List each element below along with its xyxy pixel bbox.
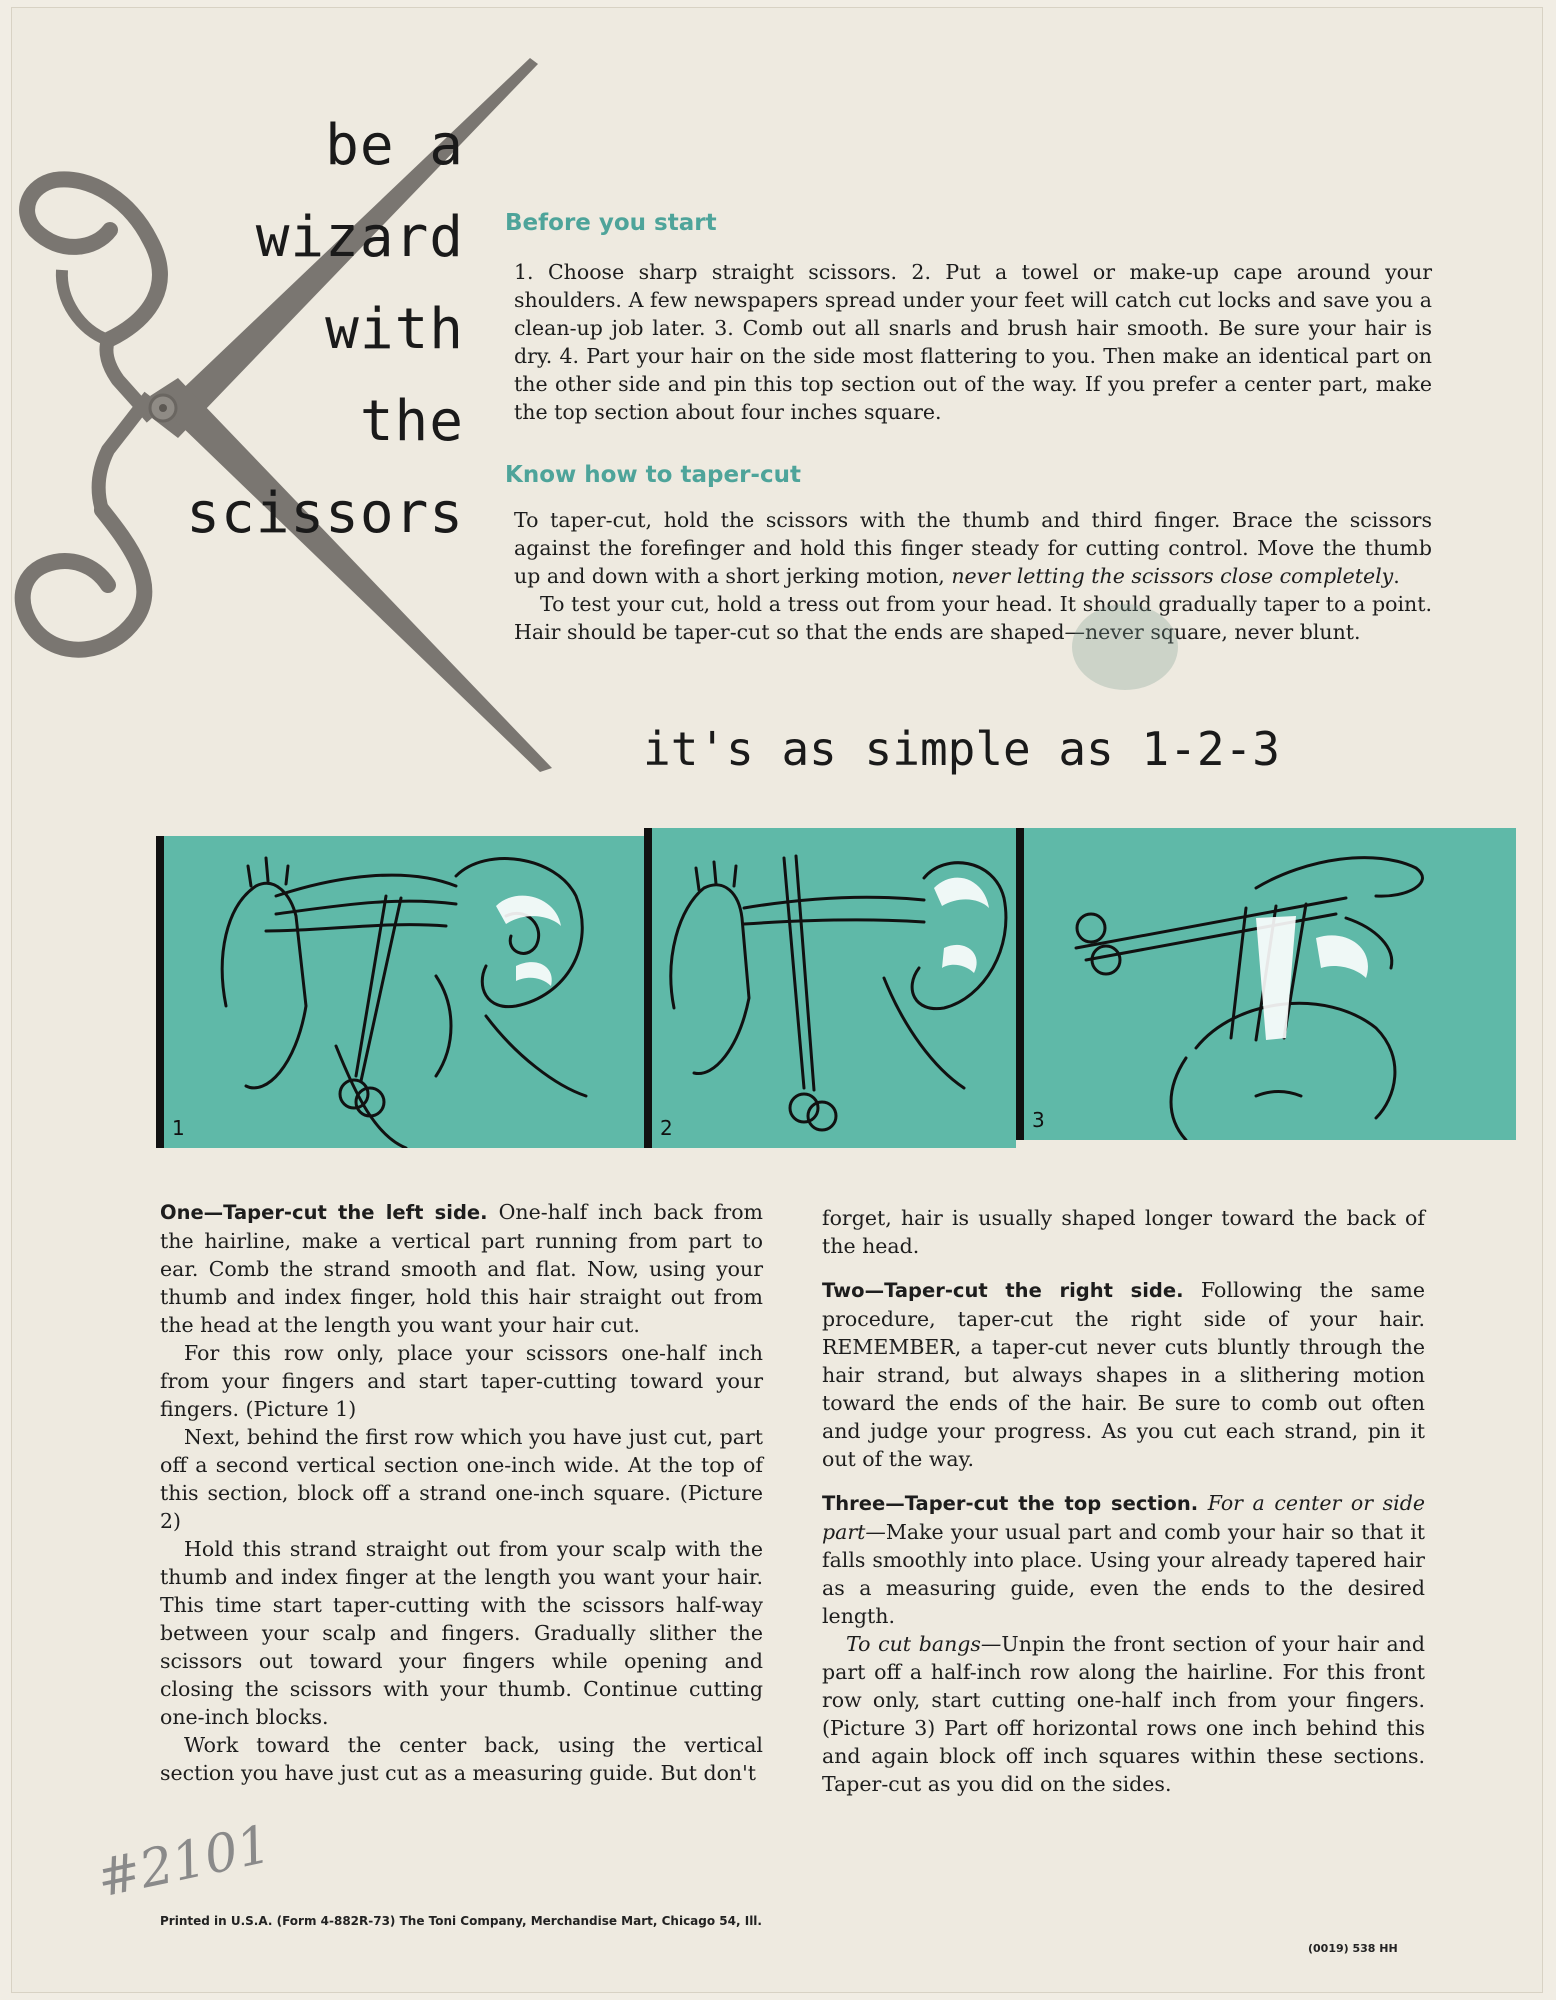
taper-cut-p1-end: . [1393, 564, 1400, 588]
taper-cut-paragraph-1 [514, 506, 1432, 590]
panel-number-1: 1 [172, 1116, 185, 1140]
footer-form-code: (0019) 538 HH [1308, 1942, 1398, 1955]
headline-line: with [325, 297, 464, 362]
hair-cutting-block-illustration [644, 828, 1016, 1148]
step-two-lead: Two—Taper-cut the right side. [822, 1279, 1184, 1302]
taper-cut-p1-text: To taper-cut, hold the scissors with the thumb and third finger. Brace the scissors against the forefinger and hold this finger steady for cutting control. Move the thumb up and down with a short jerking motion, [514, 508, 1432, 588]
before-start-paragraph: 1. Choose sharp straight scissors. 2. Put a towel or make-up cape around your shoulders. A few newspapers spread under your feet will catch cut locks and save you a clean-up job later. 3. Comb out all snarls and brush hair smooth. Be sure your hair is dry. 4. Part your hair on the side most flattering to you. Then make an identical part on the other side and pin this top section out of the way. If you prefer a center part, make the top section about four inches square. [514, 260, 1432, 424]
step-three-italic: For a center or side part— [822, 1491, 1425, 1544]
taper-cut-title: Know how to taper-cut [505, 462, 801, 488]
left-paragraph: Next, behind the first row which you have just cut, part off a second vertical section one-inch wide. At the top of this section, block off a strand one-inch square. (Picture 2) [160, 1425, 763, 1533]
illustration-panel-3 [1016, 828, 1516, 1140]
right-paragraph: forget, hair is usually shaped longer toward the back of the head. [822, 1206, 1425, 1258]
panel-number-2: 2 [660, 1116, 673, 1140]
step-one-text: One-half inch back from the hairline, make a vertical part running from part to ear. Comb the strand smooth and flat. Now, using your thumb and index finger, hold this hair straight out from the head at the length you want your hair cut. [160, 1200, 763, 1337]
step-three-lead: Three—Taper-cut the top section. [822, 1492, 1199, 1515]
step-three-paragraph [822, 1489, 1425, 1630]
right-column [822, 1204, 1425, 1798]
left-paragraph: For this row only, place your scissors one-half inch from your fingers and start taper-cutting toward your fingers. (Picture 1) [160, 1341, 763, 1421]
illustration-strip [156, 828, 1516, 1148]
handwritten-note: #2101 [91, 1814, 277, 1910]
simple-heading: it's as simple as 1-2-3 [643, 722, 1280, 776]
left-column [160, 1198, 763, 1787]
step-three-text: Make your usual part and comb your hair so that it falls smoothly into place. Using your already tapered hair as a measuring guide, even the ends to the desired length. [822, 1520, 1425, 1628]
headline-line: wizard [255, 205, 464, 270]
headline-line: the [359, 389, 464, 454]
bangs-paragraph [822, 1630, 1425, 1798]
step-one-paragraph [160, 1198, 763, 1339]
taper-cut-text [514, 506, 1432, 646]
taper-cut-paragraph-2: To test your cut, hold a tress out from your head. It should gradually taper to a point. Hair should be taper-cut so that the ends are shaped—never square, never blunt. [514, 592, 1432, 644]
taper-cut-p1-italic: never letting the scissors close completely [951, 564, 1394, 588]
step-one-lead: One—Taper-cut the left side. [160, 1201, 488, 1224]
bangs-text: Unpin the front section of your hair and part off a half-inch row along the hairline. For this front row only, start cutting one-half inch from your fingers. (Picture 3) Part off horizontal rows one inch behind this and again block off inch squares within these sections. Taper-cut as you did on the sides. [822, 1632, 1425, 1796]
left-paragraph: Hold this strand straight out from your scalp with the thumb and index finger at the length you want your hair. This time start taper-cutting with the scissors half-way between your scalp and fingers. Gradually slither the scissors out toward your fingers while opening and closing the scissors with your thumb. Continue cutting one-inch blocks. [160, 1537, 763, 1729]
illustration-panel-2 [644, 828, 1016, 1148]
step-two-paragraph [822, 1276, 1425, 1473]
before-start-title: Before you start [505, 210, 717, 236]
water-stain [1072, 604, 1178, 690]
before-start-text [514, 258, 1432, 426]
footer-printer-line: Printed in U.S.A. (Form 4-882R-73) The Toni Company, Merchandise Mart, Chicago 54, Ill. [160, 1914, 762, 1928]
panel-number-3: 3 [1032, 1108, 1045, 1132]
cutting-bangs-illustration [1016, 828, 1516, 1140]
headline-line: scissors [186, 481, 464, 546]
illustration-panel-1 [156, 836, 644, 1148]
headline [186, 100, 464, 560]
headline-line: be a [325, 113, 464, 178]
bangs-italic: To cut bangs— [846, 1632, 1002, 1656]
left-paragraph: Work toward the center back, using the vertical section you have just cut as a measuring guide. But don't [160, 1733, 763, 1785]
step-two-text: Following the same procedure, taper-cut the right side of your hair. REMEMBER, a taper-cut never cuts bluntly through the hair strand, but always shapes in a slithering motion toward the ends of the hair. Be sure to comb out often and judge your progress. As you cut each strand, pin it out of the way. [822, 1278, 1425, 1471]
hair-cutting-left-side-illustration [156, 836, 644, 1148]
